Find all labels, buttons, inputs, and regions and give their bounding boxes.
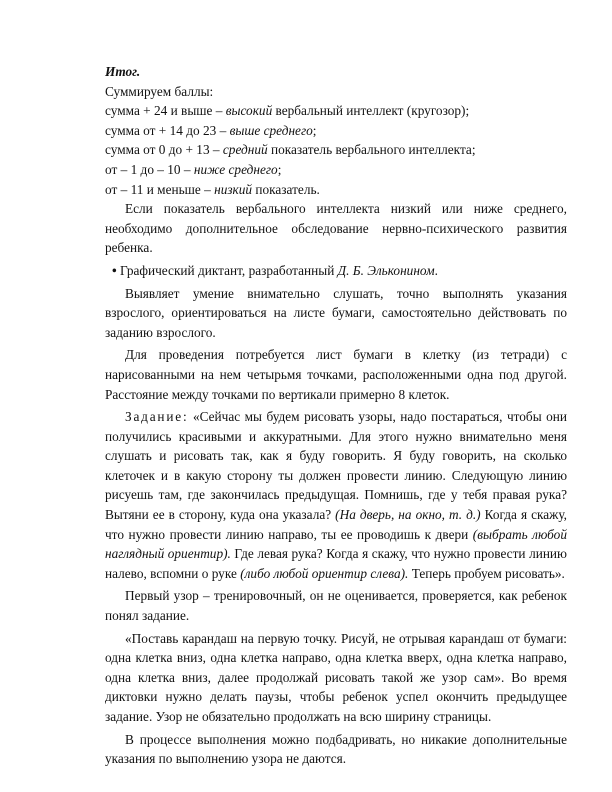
task-note: (либо любой ориентир слева). bbox=[240, 565, 409, 581]
score-row: от – 11 и меньше – низкий показатель. bbox=[105, 181, 320, 197]
score-row: от – 1 до – 10 – ниже среднего; bbox=[105, 161, 282, 177]
instruction-paragraph: «Поставь карандаш на первую точку. Рисуй, не отрывая карандаш от бумаги: одна клетка вниз, одна клетка направо, одна клетка вверх, одна клетка направо, одна клетка вниз, далее продолжай рисовать такой же узор сам». Во время диктовки нужно делать паузы, чтобы ребенок успел окончить предыдущее задание. Узор не обязательно продолжать на всю ширину страницы. bbox=[105, 630, 567, 724]
summary-intro: Суммируем баллы: bbox=[105, 83, 214, 99]
score-level: средний bbox=[222, 142, 268, 158]
encouragement-paragraph: В процессе выполнения можно подбадривать, но никакие дополнительные указания по выполнению узора не даются. bbox=[105, 731, 567, 767]
author-name: Д. Б. Эльконином bbox=[337, 262, 435, 278]
score-level: выше среднего bbox=[229, 122, 313, 138]
score-row: сумма от + 14 до 23 – выше среднего; bbox=[105, 122, 317, 138]
materials-paragraph: Для проведения потребуется лист бумаги в клетку (из тетради) с нарисованными на нем четырьмя точками, расположенными одна под другой. Расстояние между точками по вертикали примерно 8 клеток. bbox=[105, 347, 567, 402]
document-page bbox=[105, 62, 567, 769]
score-level: высокий bbox=[225, 103, 273, 119]
task-paragraph: Задание: «Сейчас мы будем рисовать узоры, надо постараться, чтобы они получились красивыми и аккуратными. Для этого нужно внимательно меня слушать и рисовать так, как я буду говорить. Я буду говорить, на сколько клеточек и в какую сторону ты должен провести линию. Следующую линию рисуешь там, где закончилась предыдущая. Помнишь, где у тебя правая рука? Вытяни ее в сторону, куда она указала? (На дверь, на окно, т. д.) Когда я скажу, что нужно провести линию направо, ты ее проводишь к двери (выбрать любой наглядный ориентир). Где левая рука? Когда я скажу, что нужно провести линию налево, вспомни о руке (либо любой ориентир слева). Теперь пробуем рисовать». bbox=[105, 409, 567, 581]
score-row: сумма от 0 до + 13 – средний показатель вербального интеллекта; bbox=[105, 142, 476, 158]
task-note: (На дверь, на окно, т. д.) bbox=[335, 507, 481, 523]
training-pattern-paragraph: Первый узор – тренировочный, он не оценивается, проверяется, как ребенок понял задание. bbox=[105, 588, 567, 624]
section-heading: Итог. bbox=[105, 64, 141, 79]
task-label: Задание: bbox=[125, 409, 189, 425]
score-level: ниже среднего bbox=[193, 161, 278, 177]
score-row: сумма + 24 и выше – высокий вербальный интеллект (кругозор); bbox=[105, 103, 470, 119]
recommendation-paragraph: Если показатель вербального интеллекта низкий или ниже среднего, необходимо дополнительное обследование нервно-психического развития ребенка. bbox=[105, 201, 567, 256]
score-level: низкий bbox=[214, 181, 253, 197]
dictation-title: • Графический диктант, разработанный Д. Б. Эльконином. bbox=[112, 262, 438, 278]
dictation-purpose-paragraph: Выявляет умение внимательно слушать, точно выполнять указания взрослого, ориентироваться на листе бумаги, самостоятельно действовать по заданию взрослого. bbox=[105, 285, 567, 340]
task-note: (выбрать любой наглядный ориентир). bbox=[105, 526, 567, 562]
bullet-icon: • bbox=[112, 262, 117, 278]
